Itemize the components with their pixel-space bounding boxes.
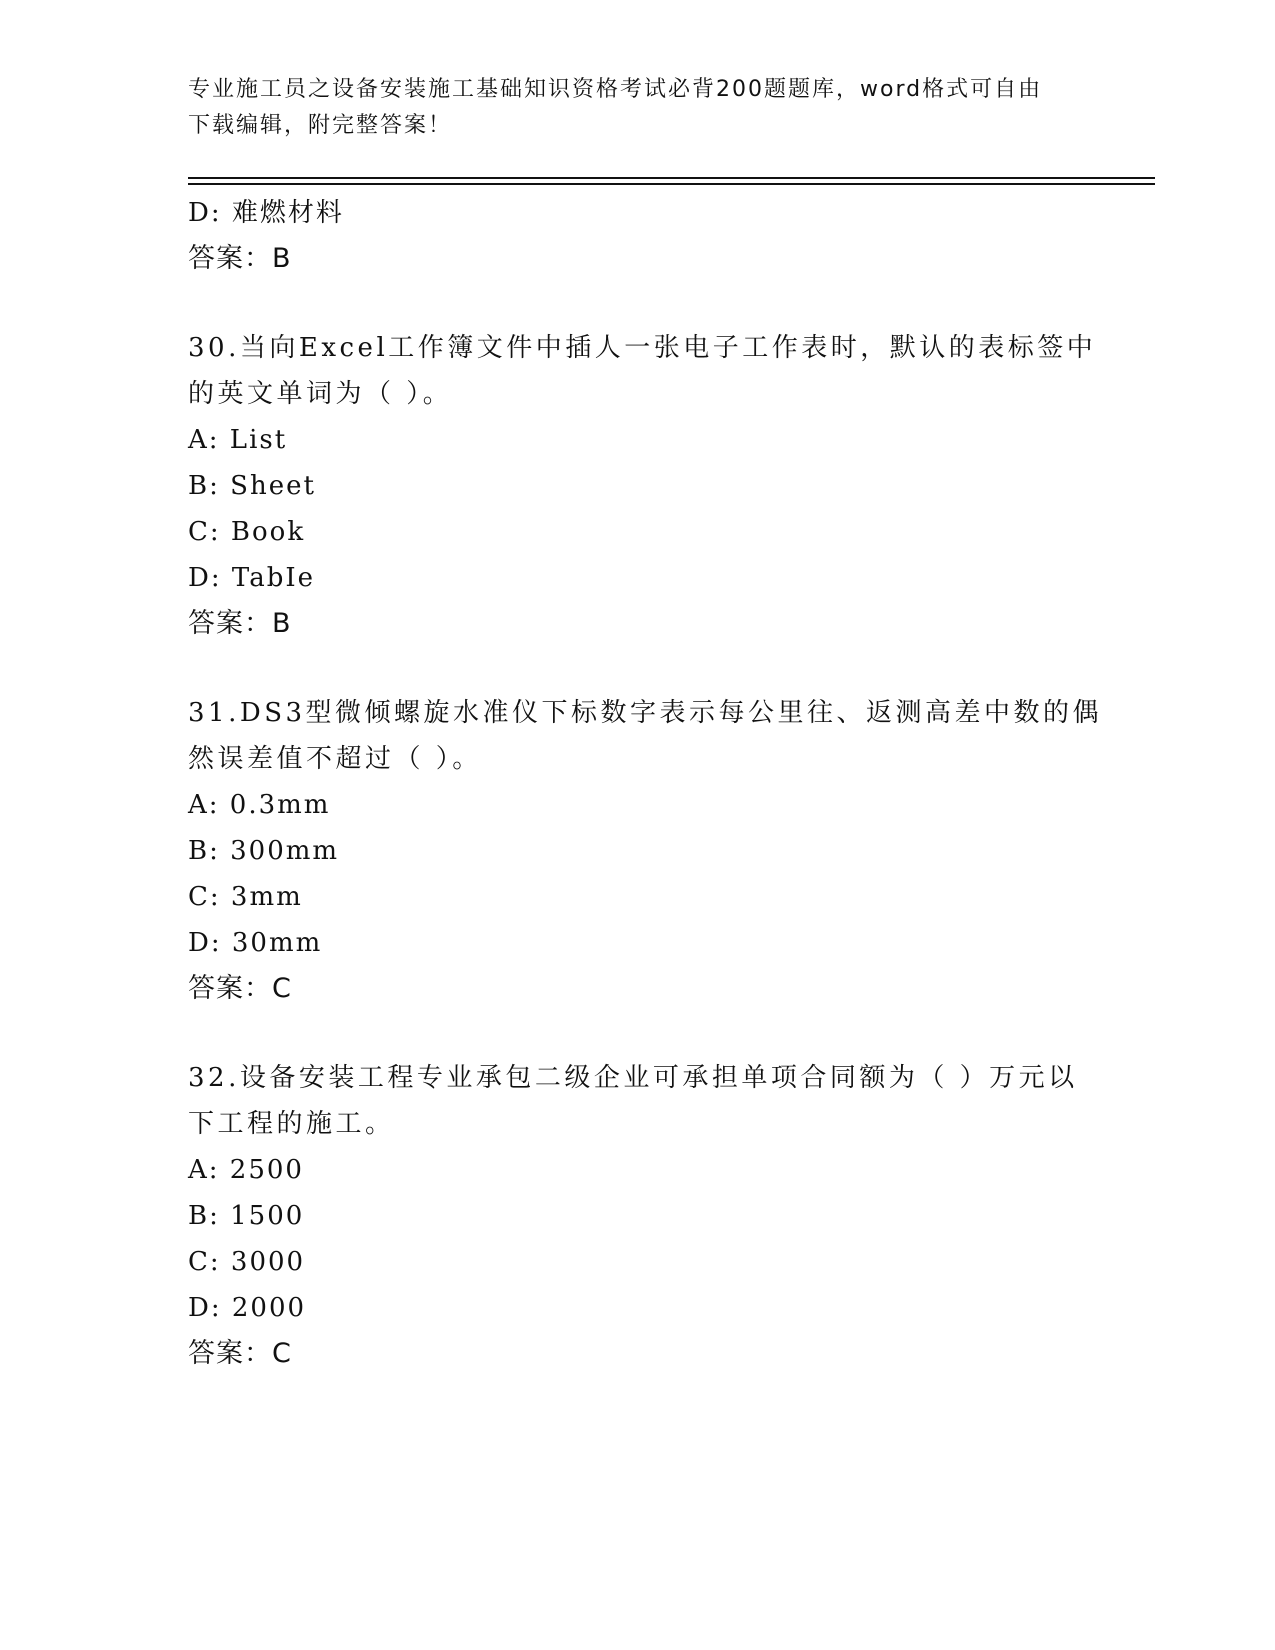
question-stem-line-1: 32.设备安装工程专业承包二级企业可承担单项合同额为（ ）万元以 (188, 1063, 1078, 1093)
option-c: C: Book (188, 517, 306, 547)
option-b: B: Sheet (188, 471, 316, 501)
document-header (188, 72, 1068, 144)
option-c: C: 3mm (188, 882, 303, 912)
option-d: D: 30mm (188, 928, 323, 958)
question-32 (188, 1055, 1088, 1377)
answer-line: 答案：B (188, 243, 292, 274)
spacer (188, 1012, 1088, 1055)
question-30 (188, 325, 1097, 647)
option-c: C: 3000 (188, 1247, 306, 1277)
previous-question-tail (188, 190, 1088, 282)
option-d: D: 难燃材料 (188, 198, 344, 228)
option-b: B: 300mm (188, 836, 340, 866)
question-stem-line-2: 的英文单词为（ ）。 (188, 379, 453, 409)
question-stem-line-2: 下工程的施工。 (188, 1109, 395, 1139)
question-stem-line-1: 30.当向Excel工作簿文件中插人一张电子工作表时，默认的表标签中 (188, 333, 1097, 363)
option-a: A: 0.3mm (188, 790, 331, 820)
question-stem-line-2: 然误差值不超过（ ）。 (188, 744, 482, 774)
spacer (188, 647, 1088, 690)
option-d: D: TabIe (188, 563, 315, 593)
option-a: A: 2500 (188, 1155, 304, 1185)
option-b: B: 1500 (188, 1201, 305, 1231)
question-stem-line-1: 31.DS3型微倾螺旋水准仪下标数字表示每公里往、返测高差中数的偶 (188, 698, 1103, 728)
header-title-line-1: 专业施工员之设备安装施工基础知识资格考试必背200题题库，word格式可自由 (188, 77, 1043, 102)
answer-line: 答案：C (188, 973, 292, 1004)
header-title-line-2: 下载编辑，附完整答案！ (188, 113, 453, 138)
header-divider-top (188, 177, 1155, 179)
question-31 (188, 690, 1103, 1012)
option-a: A: List (188, 425, 288, 455)
answer-line: 答案：C (188, 1338, 292, 1369)
spacer (188, 282, 1088, 325)
header-divider-bottom (188, 183, 1155, 185)
answer-line: 答案：B (188, 608, 292, 639)
question-list (188, 190, 1103, 1377)
option-d: D: 2000 (188, 1293, 307, 1323)
